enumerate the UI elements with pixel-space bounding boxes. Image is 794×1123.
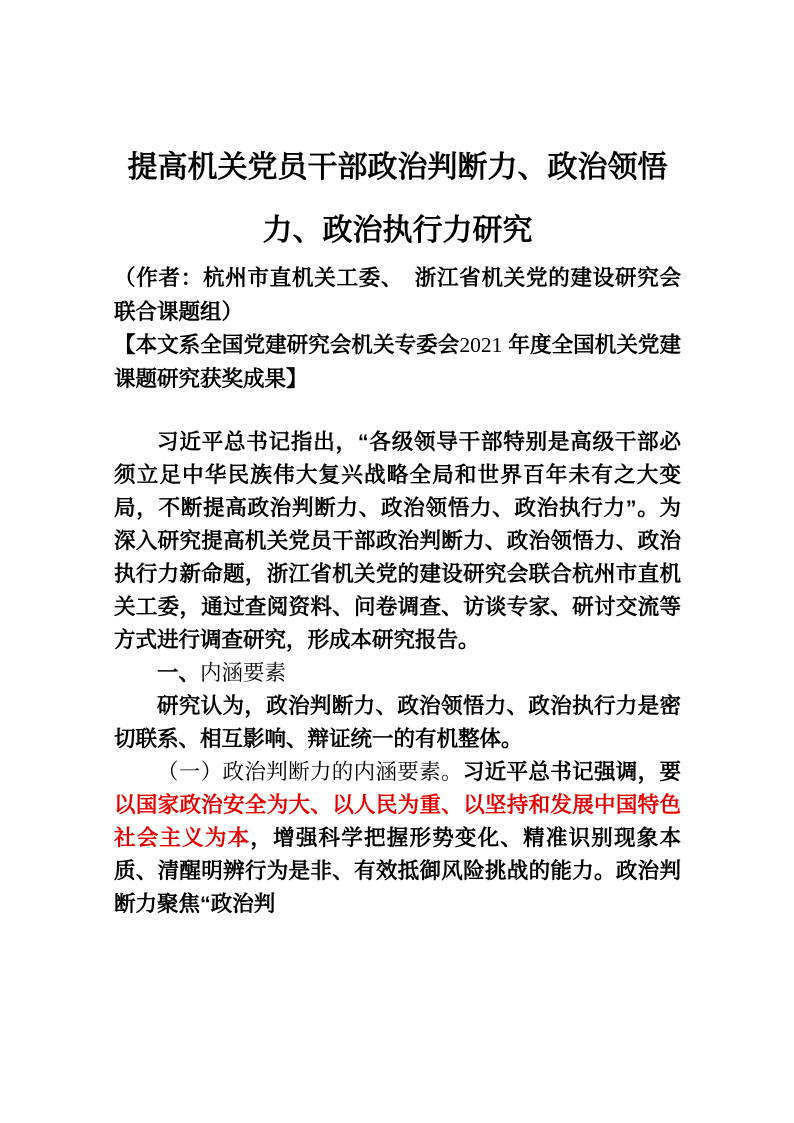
award-note xyxy=(114,329,681,396)
subsection-1-red-emphasis: 以国家政治安全为大、以人民为重、以坚持和发展中国特色社会主义为本 xyxy=(114,793,681,850)
subsection-1-lead: （一）政治判断力的内涵要素。 xyxy=(157,760,463,784)
section-heading-1-number: 一、 xyxy=(157,661,201,685)
award-note-year: 2021 xyxy=(459,333,503,357)
award-note-suffix: 年度全国机关党建课题研究获奖成果】 xyxy=(114,333,681,391)
document-title: 提高机关党员干部政治判断力、政治领悟力、政治执行力研究 xyxy=(127,151,668,247)
subsection-1-after-red: ，增强科学把握形势变化、精准识别现象本质、清醒明辨行为是非、有效抵御风险挑战的能力。政治判断力聚焦“政治判 xyxy=(114,826,681,916)
document-body xyxy=(114,426,681,921)
section-heading-1-text: 内涵要素 xyxy=(200,661,287,685)
author-line: （作者：杭州市直机关工委、 浙江省机关党的建设研究会联合课题组） xyxy=(114,266,681,324)
document-meta xyxy=(114,262,681,396)
section-heading-1 xyxy=(114,657,681,690)
paragraph-subsection-1 xyxy=(114,756,681,921)
award-note-prefix: 【本文系全国党建研究会机关专委会 xyxy=(114,333,460,357)
paragraph-section-1: 研究认为，政治判断力、政治领悟力、政治执行力是密切联系、相互影响、辩证统一的有机整体。 xyxy=(114,694,681,751)
paragraph-intro: 习近平总书记指出，“各级领导干部特别是高级干部必须立足中华民族伟大复兴战略全局和世界百年未有之大变局，不断提高政治判断力、政治领悟力、政治执行力”。为深入研究提高机关党员干部政治判断力、政治领悟力、政治执行力新命题，浙江省机关党的建设研究会联合杭州市直机关工委，通过查阅资料、问卷调查、访谈专家、研讨交流等方式进行调查研究，形成本研究报告。 xyxy=(114,430,681,652)
subsection-1-before-red: 习近平总书记强调，要 xyxy=(462,760,681,784)
